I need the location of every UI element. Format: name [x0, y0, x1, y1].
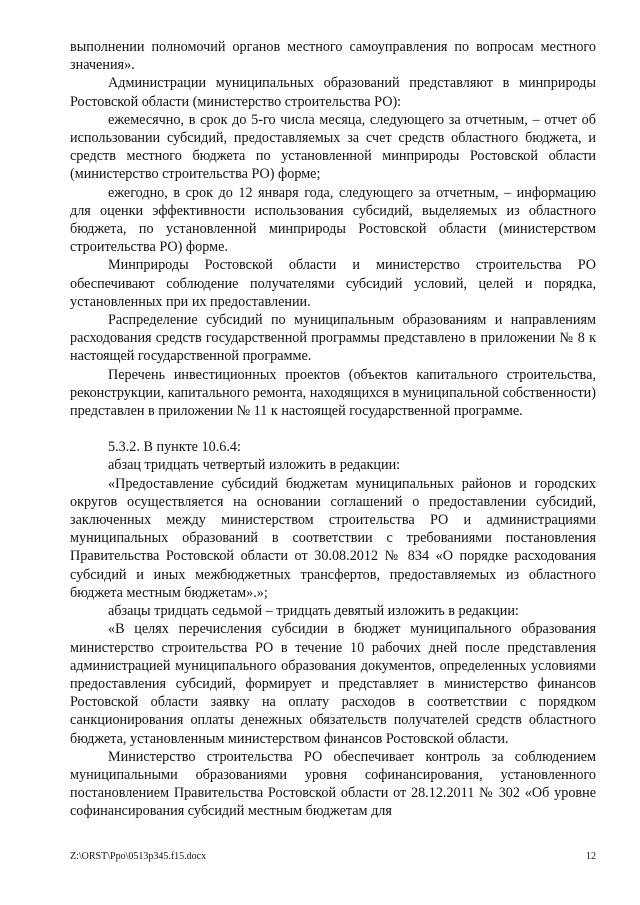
file-path: Z:\ORST\Ppo\0513p345.f15.docx [70, 851, 207, 862]
paragraph-control: Министерство строительства РО обеспечивает контроль за соблюдением муниципальными образованиями уровня софинансирования, установленного постановлением Правительства Ростовской области от 28.12.2011 № 302 «Об уровне софинансирования субсидий местным бюджетам для [70, 748, 596, 820]
paragraph-spacer [70, 420, 596, 438]
paragraph-continuation: выполнении полномочий органов местного самоуправления по вопросам местного значения». [70, 39, 596, 74]
document-body [70, 38, 596, 821]
paragraph-distribution: Распределение субсидий по муниципальным образованиям и направлениям расходования средств государственной программы представлено в приложении № 8 к настоящей государственной программе. [70, 312, 596, 365]
page-number: 12 [586, 851, 596, 862]
paragraph-monthly-report: ежемесячно, в срок до 5-го числа месяца, следующего за отчетным, – отчет об использовании субсидий, предоставляемых за счет средств областного бюджета, и средств местного бюджета по установленной минприроды Ростовской области (министерство строительства РО) форме; [70, 111, 596, 183]
paragraph-subsidy-agreements: «Предоставление субсидий бюджетам муниципальных районов и городских округов осуществляется на основании соглашений о предоставлении субсидий, заключенных между министерством строительства РО и администрациями муниципальных образований в соответствии с требованиями постановления Правительства Ростовской области от 30.08.2012 № 834 «О порядке расходования субсидий и иных межбюджетных трансфертов, предоставляемых из областного бюджета местным бюджетам».»; [70, 475, 596, 601]
paragraph-amendment-37-39: абзацы тридцать седьмой – тридцать девятый изложить в редакции: [108, 603, 519, 620]
section-heading-5-3-2: 5.3.2. В пункте 10.6.4: [108, 439, 241, 456]
paragraph-compliance: Минприроды Ростовской области и министерство строительства РО обеспечивают соблюдение получателями субсидий условий, целей и порядка, установленных при их предоставлении. [70, 257, 596, 310]
paragraph-transfer-procedure: «В целях перечисления субсидии в бюджет муниципального образования министерство строительства РО в течение 10 рабочих дней после представления администрацией муниципального образования документов, определенных условиями предоставления субсидий, формирует и представляет в министерство финансов Ростовской области заявку на оплату расходов в соответствии с порядком санкционирования оплаты денежных обязательств получателей средств областного бюджета, установленным министерством финансов Ростовской области. [70, 621, 596, 747]
paragraph-amendment-34: абзац тридцать четвертый изложить в редакции: [108, 457, 401, 474]
paragraph-administrations-report: Администрации муниципальных образований представляют в минприроды Ростовской области (министерство строительства РО): [70, 75, 596, 110]
paragraph-annual-report: ежегодно, в срок до 12 января года, следующего за отчетным, – информацию для оценки эффективности использования субсидий, выделяемых из областного бюджета, по установленной минприроды Ростовской области (министерством строительства РО) форме. [70, 184, 596, 256]
paragraph-investment-projects: Перечень инвестиционных проектов (объектов капитального строительства, реконструкции, капитального ремонта, находящихся в муниципальной собственности) представлен в приложении № 11 к настоящей государственной программе. [70, 366, 596, 420]
